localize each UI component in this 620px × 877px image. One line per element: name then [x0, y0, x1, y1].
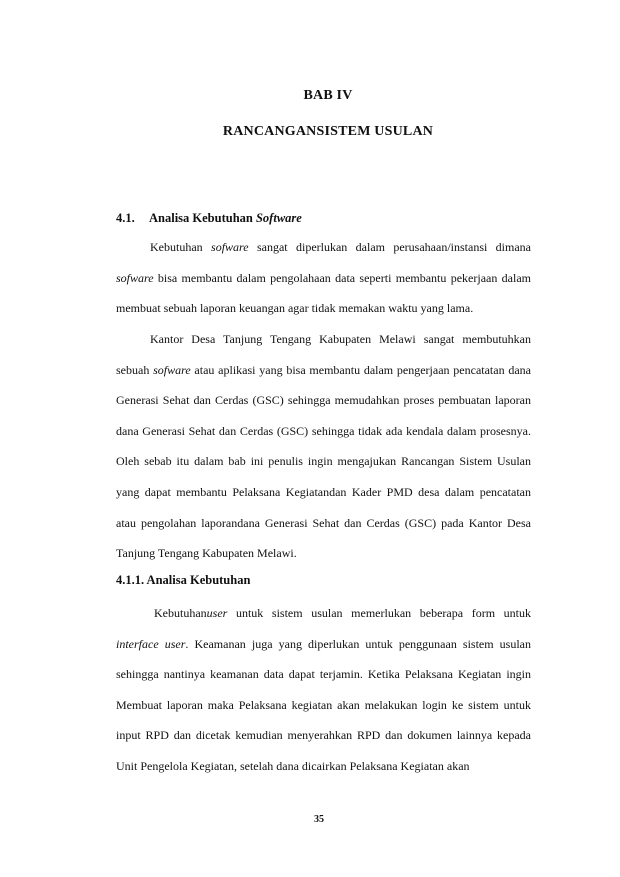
page-number: 35 — [314, 814, 324, 825]
paragraph-software-needs — [116, 232, 531, 324]
text-run: Kantor Desa Tanjung Tengang Kabupaten Melawi sangat membutuhkan sebuah — [116, 332, 531, 377]
text-run: Kebutuhan — [154, 606, 207, 620]
section-title-text: Analisa Kebutuhan — [149, 211, 256, 225]
italic-term: user — [206, 606, 228, 620]
paragraph-office-needs — [116, 324, 531, 569]
italic-term: interface user — [116, 636, 186, 651]
italic-term: sofware — [211, 240, 249, 254]
chapter-number: BAB IV — [303, 88, 353, 103]
text-run: bisa membantu dalam pengolahaan data seperti membantu pekerjaan dalam membuat sebuah laporan keuangan agar tidak memakan waktu yang lama. — [116, 270, 531, 316]
paragraph-user-needs — [116, 598, 531, 782]
chapter-title: RANCANGANSISTEM USULAN — [222, 124, 434, 139]
text-run: untuk sistem usulan memerlukan beberapa form untuk — [227, 606, 531, 620]
text-run: Kebutuhan — [150, 240, 212, 254]
italic-term: sofware — [153, 362, 191, 377]
section-number: 4.1. — [116, 211, 135, 225]
text-run: atau aplikasi yang bisa membantu dalam pengerjaan pencatatan dana Generasi Sehat dan Cerdas (GSC) sehingga memudahkan proses pembuatan laporan dana Generasi Sehat dan Cerdas (GSC) sehingga tidak ada kendala dalam prosesnya. Oleh sebab itu dalam bab ini penulis ingin mengajukan Rancangan Sistem Usulan yang dapat membantu Pelaksana Kegiatandan Kader PMD desa dalam pencatatan atau pengolahan laporandana Generasi Sehat dan Cerdas (GSC) pada Kantor Desa Tanjung Tengang Kabupaten Melawi. — [116, 362, 532, 561]
text-run: . Keamanan juga yang diperlukan untuk penggunaan sistem usulan sehingga nantinya keamanan data dapat terjamin. Ketika Pelaksana Kegiatan ingin Membuat laporan maka Pelaksana kegiatan akan melakukan login ke sistem untuk input RPD dan dicetak kemudian menyerahkan RPD dan dokumen lainnya kepada Unit Pengelola Kegiatan, setelah dana dicairkan Pelaksana Kegiatan akan — [116, 636, 531, 773]
section-heading-4-1 — [116, 211, 302, 226]
section-title-italic: Software — [255, 211, 302, 225]
text-run: sangat diperlukan dalam perusahaan/instansi dimana — [248, 240, 532, 254]
section-heading-4-1-1: 4.1.1. Analisa Kebutuhan — [116, 573, 251, 587]
italic-term: sofware — [116, 270, 154, 285]
